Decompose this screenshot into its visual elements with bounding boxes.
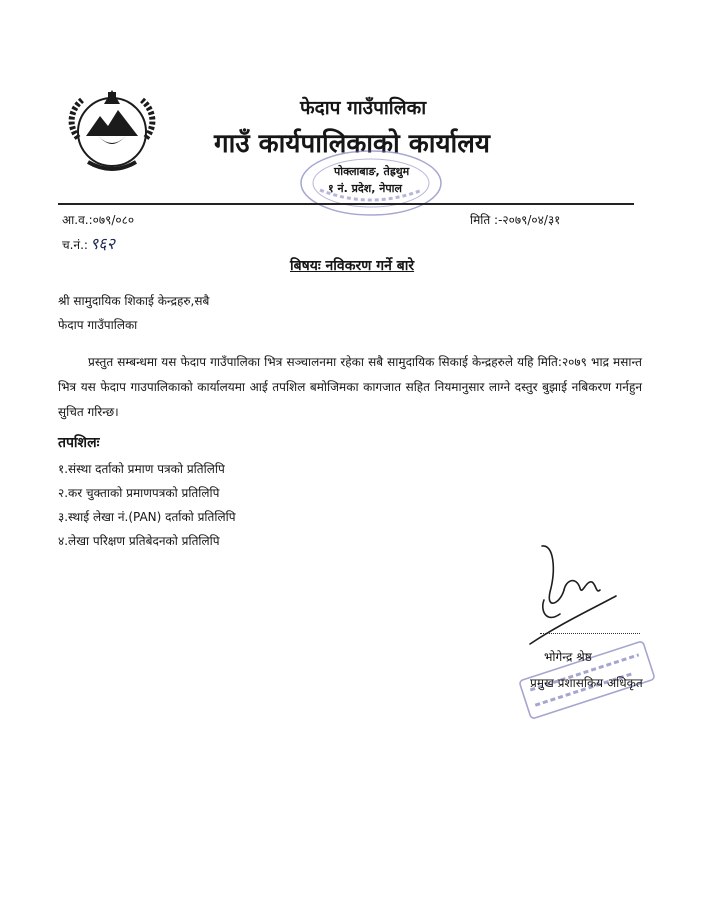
- recipient-line-2: फेदाप गाउँपालिका: [58, 318, 138, 332]
- signer-title: प्रमुख प्रशासकिय अधिकृत: [530, 676, 643, 690]
- office-address: पोक्लाबाङ, तेह्रथुम: [334, 165, 410, 178]
- org-name: फेदाप गाउँपालिका: [300, 97, 427, 119]
- dispatch-number: [62, 232, 115, 254]
- dispatch-number-label: च.नं.:: [62, 238, 88, 252]
- body-paragraph: प्रस्तुत सम्बन्धमा यस फेदाप गाउँपालिका भित्र सञ्चालनमा रहेका सबै सामुदायिक सिकाई केन्द्रहरुले यहि मिति:२०७९ भाद्र मसान्त भित्र यस फेदाप गाउपालिकाको कार्यालयमा आई तपशिल बमोजिमका कागजात सहित नियमानुसार लाग्ने दस्तुर बुझाई नबिकरण गर्नहुन सुचित गरिन्छ।: [58, 355, 642, 419]
- office-stamp-icon: [296, 146, 446, 220]
- list-item: ३.स्थाई लेखा नं.(PAN) दर्ताको प्रतिलिपि: [58, 510, 236, 524]
- dispatch-number-value: ९६२: [89, 234, 115, 253]
- recipient-line-1: श्री सामुदायिक शिकाई केन्द्रहरु,सबै: [58, 294, 210, 308]
- office-province: १ नं. प्रदेश, नेपाल: [328, 182, 402, 195]
- office-name: गाउँ कार्यपालिकाको कार्यालय: [214, 129, 490, 159]
- list-item: २.कर चुक्ताको प्रमाणपत्रको प्रतिलिपि: [58, 486, 220, 500]
- details-heading: तपशिलः: [58, 435, 100, 451]
- fiscal-year: आ.व.:०७९/०८०: [62, 213, 135, 227]
- list-item: १.संस्था दर्ताको प्रमाण पत्रको प्रतिलिपि: [58, 462, 225, 476]
- header-divider: [58, 203, 634, 205]
- subject-line: बिषयः नविकरण गर्ने बारे: [290, 258, 415, 274]
- details-list: [58, 457, 236, 553]
- signer-name: भोगेन्द्र श्रेष्ठ: [544, 650, 592, 664]
- letter-date: मिति :-२०७९/०४/३१: [470, 213, 561, 227]
- nepal-emblem-icon: [58, 86, 166, 180]
- list-item: ४.लेखा परिक्षण प्रतिबेदनको प्रतिलिपि: [58, 534, 220, 548]
